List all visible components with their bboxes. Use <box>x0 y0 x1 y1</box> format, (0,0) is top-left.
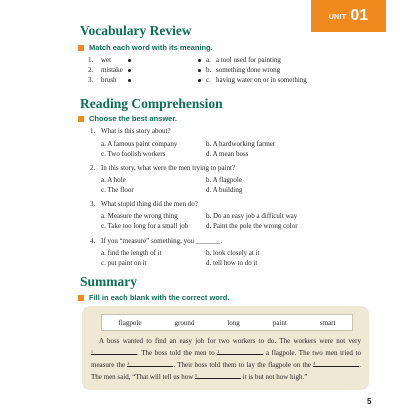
answer-option[interactable]: b. look closely at it <box>206 249 260 257</box>
answer-option[interactable]: c. Two foolish workers <box>101 150 166 158</box>
vocab-letter: b. <box>206 66 212 74</box>
word-bank-item: paint <box>272 318 287 327</box>
summary-text: high.” <box>290 373 308 381</box>
vocab-letter: a. <box>206 56 211 64</box>
vocab-meaning: something done wrong <box>216 66 281 74</box>
question-text: If you “measure” something, you _______. <box>101 237 223 245</box>
blank-field[interactable] <box>91 347 137 355</box>
answer-option[interactable]: a. A hole <box>101 176 126 184</box>
blank-field[interactable] <box>127 359 173 367</box>
match-dot[interactable] <box>198 59 201 62</box>
match-dot[interactable] <box>198 79 201 82</box>
summary-text: The boss told the men to <box>141 349 215 357</box>
vocab-num: 2. <box>88 66 94 74</box>
unit-number: 01 <box>350 7 369 24</box>
vocab-word: brush <box>101 76 117 84</box>
word-bank-item: smart <box>319 318 336 327</box>
reading-title: Reading Comprehension <box>80 96 223 111</box>
question-number: 4. <box>90 237 96 245</box>
answer-option[interactable]: d. A building <box>206 186 243 194</box>
summary-text: it is but not how <box>242 373 289 381</box>
vocab-word: mistake <box>101 66 123 74</box>
summary-text: A boss wanted to find an easy job for two workers to do. The workers were not very <box>99 337 361 345</box>
reading-instruction <box>78 114 177 123</box>
vocab-meaning: a tool used for painting <box>216 56 281 64</box>
blank-field[interactable] <box>217 347 263 355</box>
blank-number: 3 <box>127 361 130 366</box>
question-text: What is this story about? <box>101 127 171 135</box>
match-dot[interactable] <box>198 69 201 72</box>
answer-option[interactable]: c. The floor <box>101 186 134 194</box>
summary-instruction <box>78 293 229 302</box>
unit-tab <box>311 0 386 32</box>
question-text: In this story, what were the men trying to paint? <box>101 164 236 172</box>
answer-option[interactable]: a. Measure the wrong thing <box>101 212 178 220</box>
blank-field[interactable] <box>195 371 241 379</box>
summary-paragraph: A boss wanted to find an easy job for two workers to do. The workers were not very 1 . The boss told the men to 2 a flagpole. The two men tried to measure the 3 . Their boss told them to lay the flagpole on the 4 . The men said, “That will tell us how 5 it is but not how high.” <box>91 337 362 381</box>
bullet-square-icon <box>78 116 84 122</box>
vocabulary-instruction-text: Match each word with its meaning. <box>89 43 213 52</box>
answer-option[interactable]: d. Paint the pole the wrong color <box>206 222 298 230</box>
vocab-num: 3. <box>88 76 94 84</box>
answer-option[interactable]: d. A mean boss <box>206 150 249 158</box>
reading-instruction-text: Choose the best answer. <box>89 114 177 123</box>
answer-option[interactable]: c. put paint on it <box>101 259 147 267</box>
vocabulary-title: Vocabulary Review <box>80 23 192 38</box>
answer-option[interactable]: b. Do an easy job a difficult way <box>206 212 298 220</box>
bullet-square-icon <box>78 45 84 51</box>
word-bank <box>101 314 353 331</box>
answer-option[interactable]: b. A flagpole <box>206 176 242 184</box>
word-bank-item: ground <box>174 318 195 327</box>
word-bank-item: long <box>227 318 240 327</box>
blank-number: 1 <box>91 349 93 354</box>
summary-text: . Their boss told them to lay the flagpole on the <box>173 361 312 369</box>
summary-instruction-text: Fill in each blank with the correct word. <box>89 293 230 302</box>
answer-option[interactable]: a. A famous paint company <box>101 140 178 148</box>
page-number: 5 <box>367 397 372 406</box>
question-text: What stupid thing did the men do? <box>101 200 198 208</box>
question-number: 1. <box>90 127 96 135</box>
question-number: 3. <box>90 200 96 208</box>
match-dot[interactable] <box>128 59 131 62</box>
vocab-num: 1. <box>88 56 94 64</box>
question-number: 2. <box>90 164 96 172</box>
summary-title: Summary <box>80 274 137 289</box>
answer-option[interactable]: d. tell how to do it <box>206 259 258 267</box>
vocab-meaning: having water on or in something <box>216 76 307 84</box>
blank-number: 4 <box>313 361 316 366</box>
answer-option[interactable]: b. A hardworking farmer <box>206 140 276 148</box>
answer-option[interactable]: c. Take too long for a small job <box>101 222 189 230</box>
answer-option[interactable]: a. find the length of it <box>101 249 162 257</box>
blank-field[interactable] <box>313 359 359 367</box>
blank-number: 5 <box>195 373 198 378</box>
summary-text: a flagpole. The two men <box>265 349 338 357</box>
vocabulary-instruction <box>78 43 213 52</box>
summary-text: . The men said, “That will tell us how <box>91 361 362 381</box>
vocab-letter: c. <box>206 76 211 84</box>
vocab-word: wet <box>101 56 112 64</box>
word-bank-item: flagpole <box>118 318 142 327</box>
bullet-square-icon <box>78 295 84 301</box>
blank-number: 2 <box>217 349 220 354</box>
unit-label: UNIT <box>328 13 347 21</box>
match-dot[interactable] <box>128 69 131 72</box>
match-dot[interactable] <box>128 79 131 82</box>
summary-text: tried to measure the <box>91 349 362 369</box>
